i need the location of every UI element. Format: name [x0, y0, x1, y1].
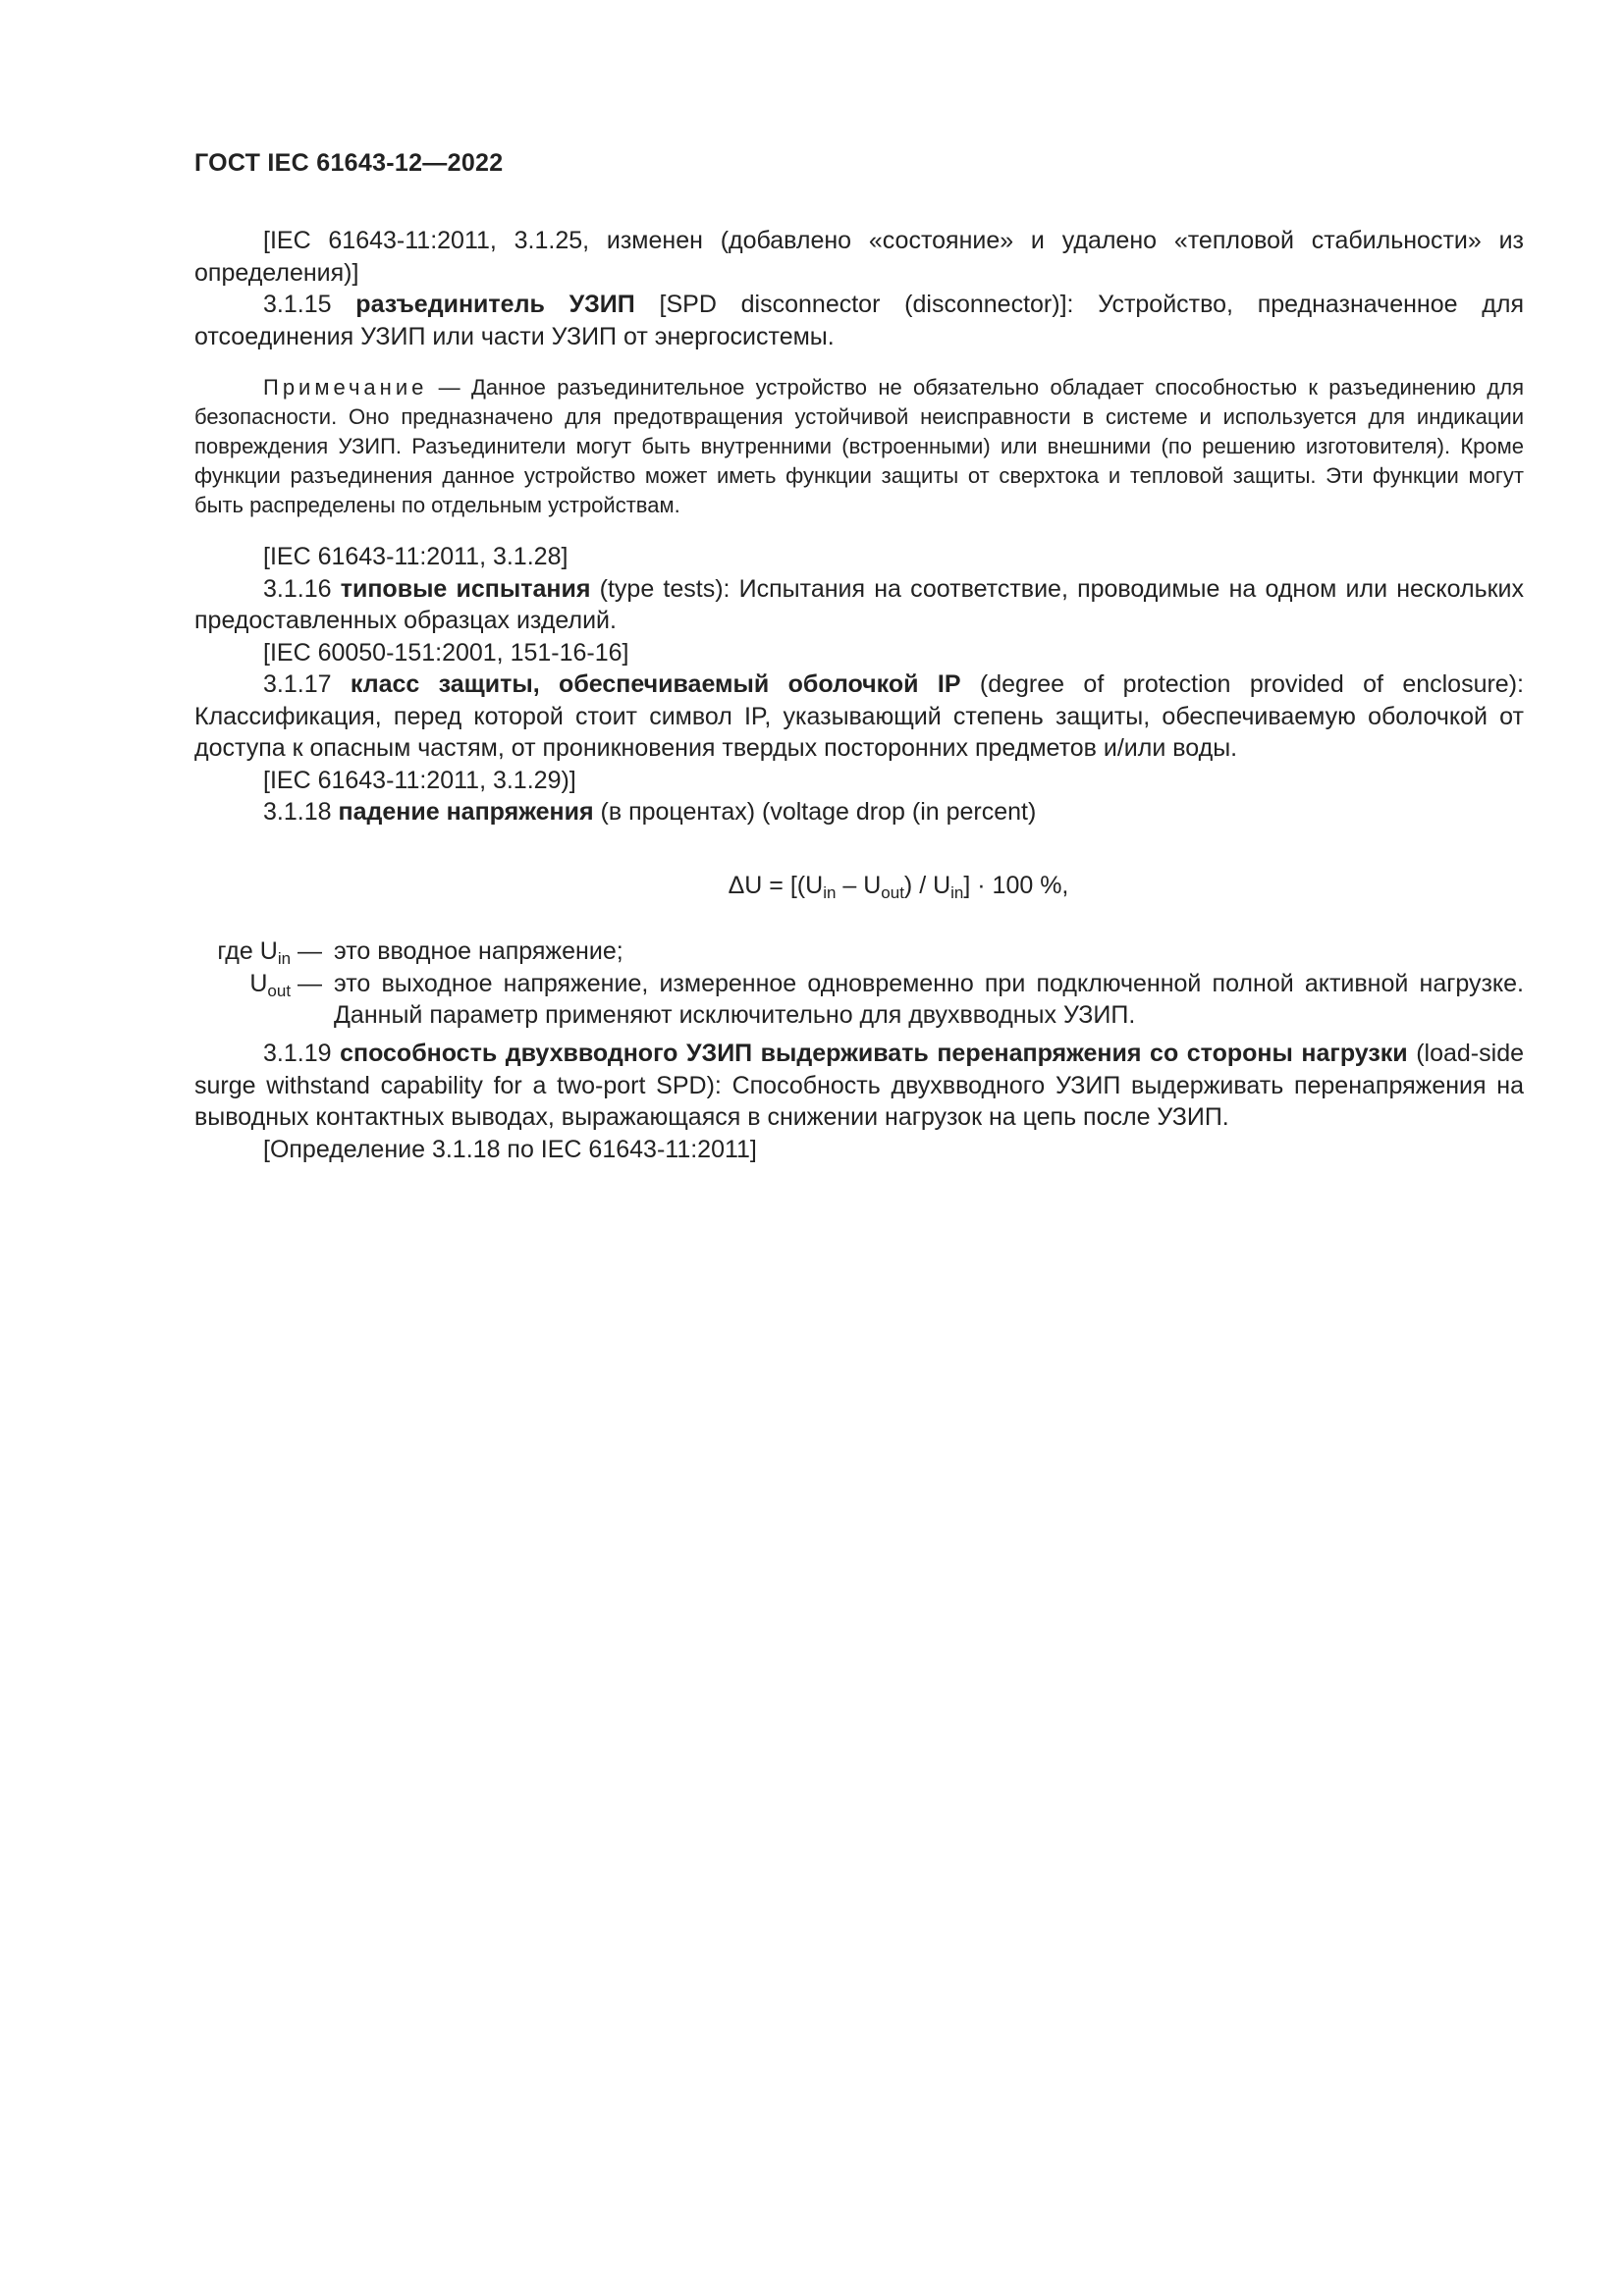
- reference-3128: [IEC 61643-11:2011, 3.1.28]: [263, 543, 568, 570]
- reference-151: [IEC 60050-151:2001, 151-16-16]: [263, 638, 629, 667]
- reference-3129: [IEC 61643-11:2011, 3.1.29)]: [263, 766, 576, 794]
- note-block-3115: [194, 373, 1524, 520]
- definition-number: 3.1.19: [263, 1040, 332, 1067]
- reference-3125: [IEC 61643-11:2011, 3.1.25, изменен (добавлено «состояние» и удалено «тепловой стабильности» из определения)]: [194, 227, 1524, 287]
- definition-term: разъединитель УЗИП: [355, 291, 635, 318]
- note-text: — Данное разъединительное устройство не обязательно обладает способностью к разъединению для безопасности. Оно предназначено для предотвращения устойчивой неисправности в системе и используется для индикации повреждения УЗИП. Разъединители могут быть внутренними (встроенными) или внешними (по решению изготовителя). Кроме функции разъединения данное устройство может иметь функции защиты от сверхтока и тепловой защиты. Эти функции могут быть распределены по отдельным устройствам.: [194, 375, 1524, 517]
- definition-number: 3.1.16: [263, 574, 332, 603]
- content-top: [194, 225, 1524, 352]
- content-3119: [194, 1038, 1524, 1165]
- definition-number: 3.1.15: [263, 291, 332, 318]
- definition-3116: [194, 573, 1524, 637]
- definition-body: (load-side surge withstand capability for a two-port SPD): Способность двухвводного УЗИП выдерживать перенапряжения на выводных контактных выводах, выражающаяся в снижении нагрузок на цепь после УЗИП.: [194, 1040, 1524, 1131]
- voltage-drop-formula: $\Delta U = [(U_{in} - U_{out}) / U_{in}] \cdot 100$ %,: [728, 872, 1069, 903]
- definition-body: (type tests): Испытания на соответствие, проводимые на одном или нескольких предоставленных образцах изделий.: [194, 574, 1525, 634]
- definition-3117: [194, 668, 1524, 765]
- definition-body: [SPD disconnector (disconnector)]: Устройство, предназначенное для отсоединения УЗИП или части УЗИП от энергосистемы.: [194, 291, 1524, 350]
- definition-3115: [194, 289, 1524, 352]
- definition-term: класс защиты, обеспечиваемый оболочкой IP: [350, 670, 961, 698]
- definition-3118: [194, 796, 1524, 828]
- definition-body: (degree of protection provided of enclosure): Классификация, перед которой стоит символ IP, указывающий степень защиты, обеспечиваемую оболочкой от доступа к опасным частям, от проникновения твердых посторонних предметов и/или воды.: [194, 670, 1524, 762]
- note-3115: [194, 373, 1524, 520]
- definition-3119: [194, 1038, 1524, 1134]
- page-header: ГОСТ IEC 61643-12—2022: [194, 149, 504, 177]
- note-label: Примечание: [263, 375, 428, 400]
- reference-definition-3118: [Определение 3.1.18 по IEC 61643-11:2011]: [263, 1135, 757, 1163]
- where-def-uout: это выходное напряжение, измеренное одновременно при подключенной полной активной нагрузке. Данный параметр применяют исключительно для двухвводных УЗИП.: [334, 969, 1524, 1029]
- definition-term: способность двухвводного УЗИП выдерживать перенапряжения со стороны нагрузки: [340, 1040, 1408, 1067]
- definition-term: типовые испытания: [340, 574, 591, 603]
- definition-number: 3.1.17: [263, 670, 332, 698]
- definition-body: (в процентах) (voltage drop (in percent): [600, 798, 1037, 826]
- definition-term: падение напряжения: [338, 798, 594, 826]
- formula-block: [194, 870, 1524, 902]
- where-symbol-uout: $U_{out}$ —: [249, 969, 322, 1000]
- where-list: [194, 935, 1524, 1032]
- content-middle: [194, 541, 1524, 828]
- where-def-uin: это вводное напряжение;: [334, 937, 623, 965]
- where-symbol-uin: где $U_{in}$ —: [217, 937, 322, 969]
- definition-number: 3.1.18: [263, 798, 332, 826]
